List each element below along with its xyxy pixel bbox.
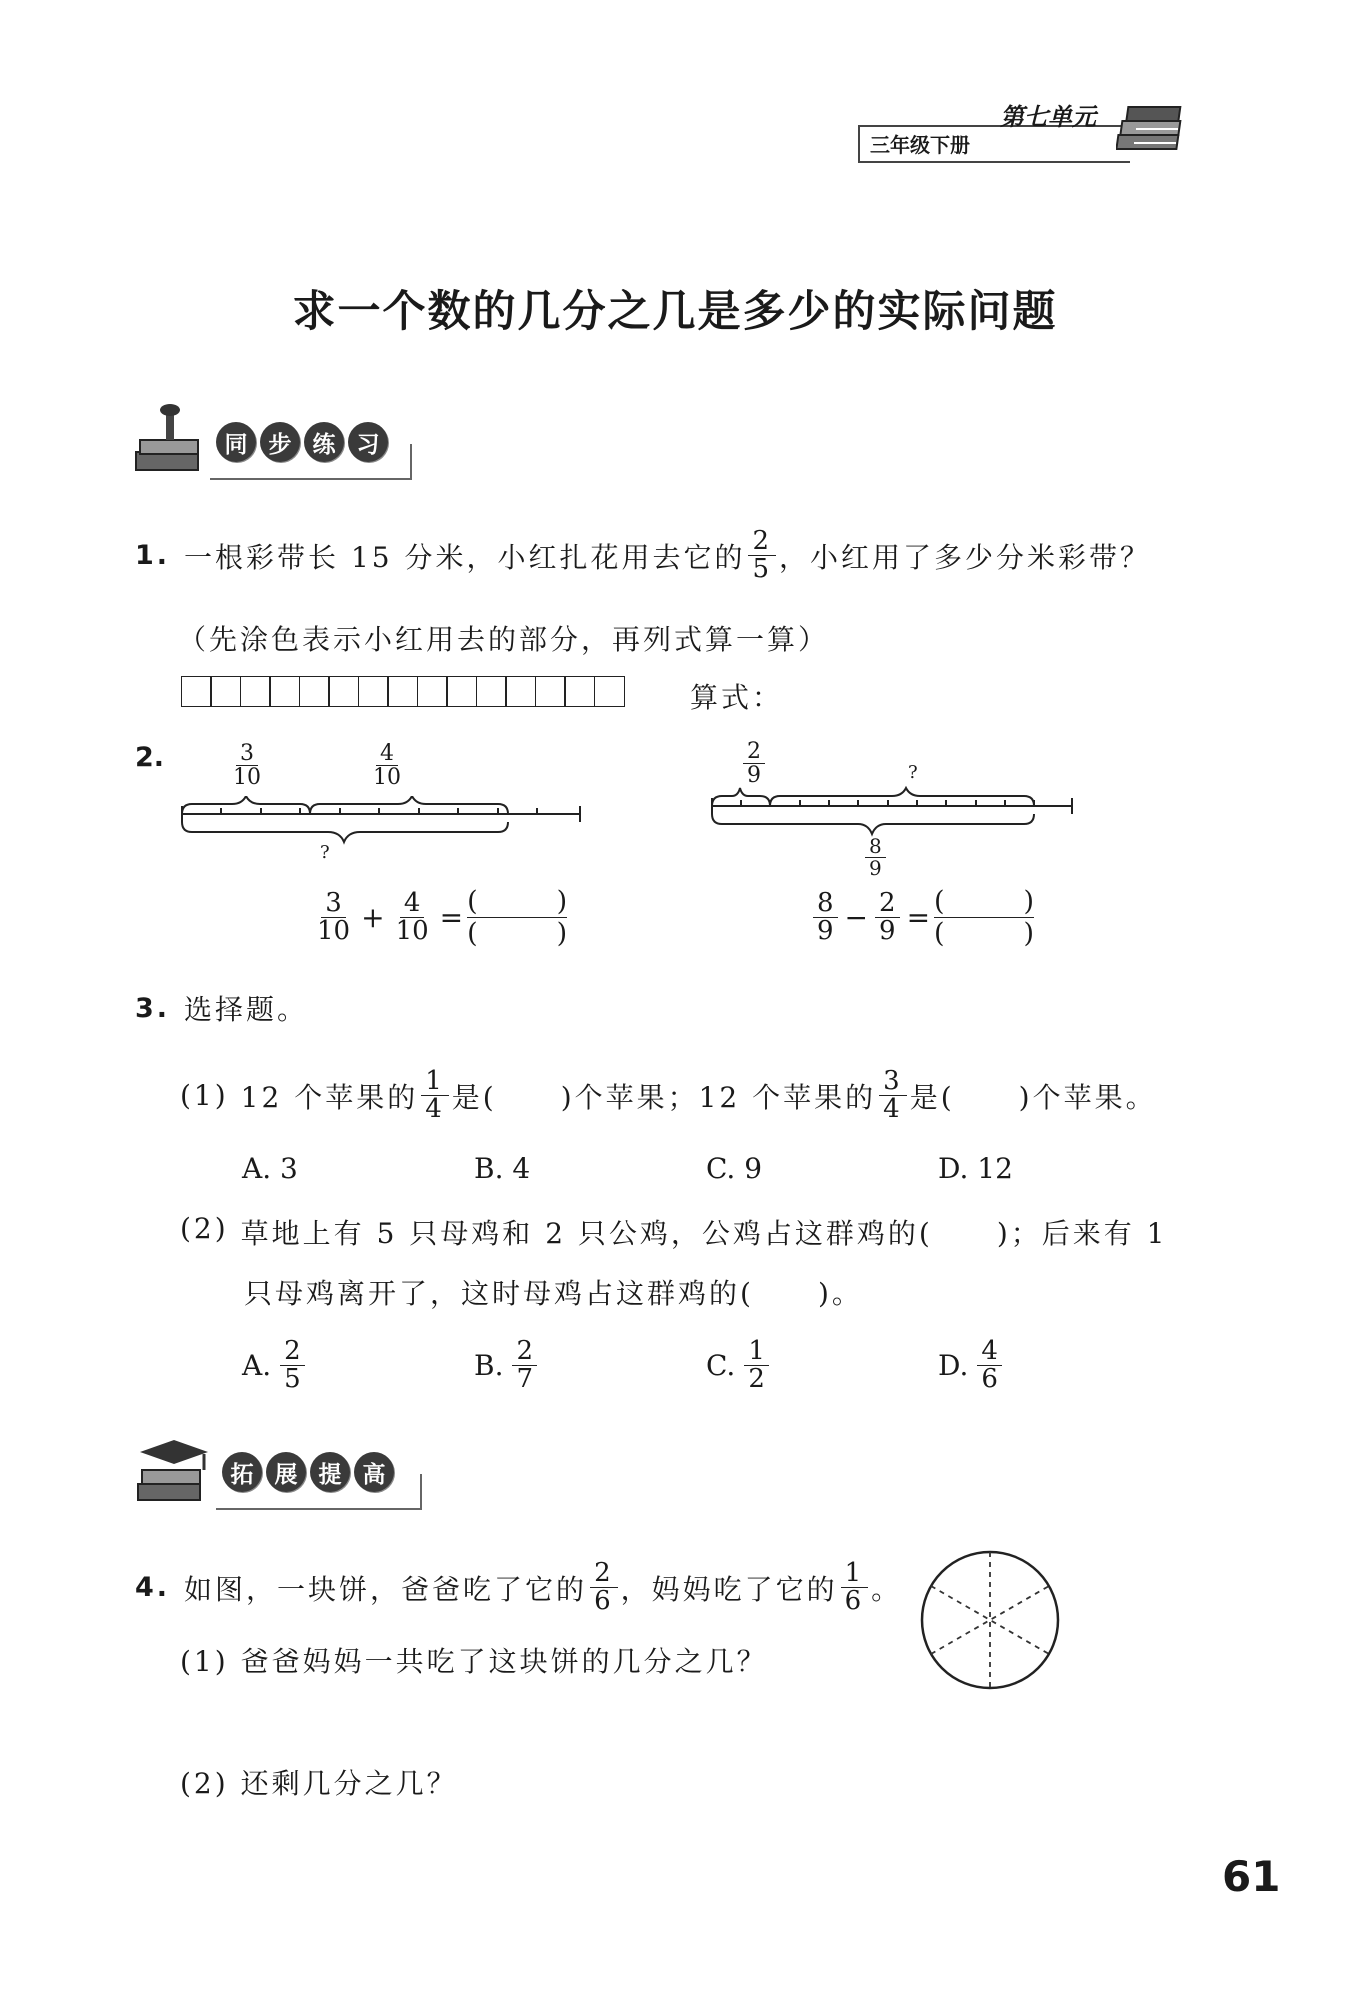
- bar-cell[interactable]: [446, 676, 477, 707]
- formula-label: 算式：: [690, 681, 784, 714]
- section-char: 高: [354, 1452, 394, 1492]
- q3-part-2-line1: [180, 1212, 1167, 1252]
- answer-fraction[interactable]: ( ) ( ): [467, 886, 568, 950]
- fraction: $\frac{2}{6}$: [590, 1560, 618, 1616]
- question-text: 是(: [909, 1080, 955, 1114]
- option-b[interactable]: B. 4: [474, 1152, 531, 1185]
- diagram-question-mark: ?: [908, 762, 918, 783]
- option-c[interactable]: C. 9: [706, 1152, 763, 1185]
- q3-part-2-line2: [244, 1272, 863, 1312]
- question-text: )个苹果；12 个苹果的: [560, 1080, 877, 1114]
- answer-blank[interactable]: [933, 1212, 997, 1252]
- q1-hint: （先涂色表示小红用去的部分，再列式算一算）: [178, 623, 830, 656]
- option-b[interactable]: B. $\frac{2}{7}$: [474, 1338, 540, 1394]
- option-c[interactable]: C. $\frac{1}{2}$: [706, 1338, 772, 1394]
- line-diagram-left: [178, 796, 588, 856]
- question-text: )。: [817, 1277, 863, 1310]
- diagram-fraction-bottom: $\frac{8}{9}$: [865, 836, 886, 879]
- bar-cell[interactable]: [240, 676, 271, 707]
- bar-cell[interactable]: [269, 676, 300, 707]
- q3-part-1-options: [242, 1152, 1082, 1192]
- books-icon: [1116, 95, 1196, 169]
- page-number: 61: [1222, 1852, 1281, 1901]
- bar-cell[interactable]: [299, 676, 330, 707]
- pie-circle-diagram: [918, 1548, 1062, 1692]
- part-label: (1): [180, 1079, 229, 1113]
- question-text: 只母鸡离开了，这时母鸡占这群鸡的(: [244, 1277, 754, 1310]
- q4-part-2: (2) 还剩几分之几？: [180, 1767, 458, 1800]
- question-4: [135, 1560, 902, 1616]
- section-title: [216, 422, 392, 462]
- question-text: )；后来有 1: [996, 1217, 1168, 1250]
- equals-sign: =: [906, 901, 931, 935]
- bar-cell[interactable]: [564, 676, 595, 707]
- page-title: 求一个数的几分之几是多少的实际问题: [292, 287, 1058, 337]
- question-3: [135, 988, 308, 1028]
- section-char: 习: [348, 422, 388, 462]
- section-char: 练: [304, 422, 344, 462]
- bar-cell[interactable]: [594, 676, 625, 707]
- question-text: 如图，一块饼，爸爸吃了它的: [184, 1572, 588, 1606]
- grade-label: 三年级下册: [870, 133, 970, 157]
- unit-header: [858, 95, 1198, 165]
- fraction: $\frac{3}{4}$: [879, 1068, 907, 1124]
- section-title: [222, 1452, 398, 1492]
- q3-part-2-options: [242, 1338, 1082, 1408]
- question-1: [135, 528, 1151, 584]
- option-d[interactable]: D. 12: [938, 1152, 1013, 1185]
- question-text: 草地上有 5 只母鸡和 2 只公鸡，公鸡占这群鸡的(: [240, 1217, 933, 1250]
- section-char: 步: [260, 422, 300, 462]
- line-diagram-right: [708, 784, 1082, 844]
- bar-cell[interactable]: [535, 676, 566, 707]
- bar-cell[interactable]: [181, 676, 212, 707]
- section-header-extension: [130, 1434, 430, 1510]
- bar-cell[interactable]: [358, 676, 389, 707]
- section-char: 同: [216, 422, 256, 462]
- section-char: 拓: [222, 1452, 262, 1492]
- answer-fraction[interactable]: ( ) ( ): [934, 886, 1035, 950]
- equation-left: $\frac{3}{10}$ + $\frac{4}{10}$ = ( ) ( ): [317, 886, 568, 950]
- question-number: 1.: [135, 540, 171, 572]
- question-text: ，妈妈吃了它的: [620, 1572, 838, 1606]
- operator: −: [844, 901, 869, 935]
- fraction: $\frac{2}{5}$: [748, 528, 776, 584]
- bar-cell[interactable]: [328, 676, 359, 707]
- part-label: (2): [180, 1212, 229, 1245]
- option-a[interactable]: A. 3: [242, 1152, 298, 1185]
- coloring-bar[interactable]: [182, 676, 625, 707]
- section-header-practice: [130, 404, 420, 480]
- diagram-fraction-b: $\frac{4}{10}$: [373, 741, 401, 791]
- graduation-cap-icon: [130, 1434, 214, 1510]
- bar-cell[interactable]: [476, 676, 507, 707]
- diagram-fraction-top: $\frac{2}{9}$: [743, 740, 765, 787]
- bar-cell[interactable]: [387, 676, 418, 707]
- fraction: $\frac{1}{6}$: [841, 1560, 869, 1616]
- option-d[interactable]: D. $\frac{4}{6}$: [938, 1338, 1005, 1394]
- bar-cell[interactable]: [417, 676, 448, 707]
- question-text: 是(: [451, 1080, 497, 1114]
- answer-blank[interactable]: [754, 1272, 818, 1312]
- diagram-question-mark: ?: [320, 842, 330, 863]
- q4-part-1: (1) 爸爸妈妈一共吃了这块饼的几分之几？: [180, 1645, 768, 1678]
- question-text: ，小红用了多少分米彩带？: [779, 540, 1152, 574]
- question-text: 12 个苹果的: [240, 1080, 419, 1114]
- bar-cell[interactable]: [210, 676, 241, 707]
- unit-label: 第七单元: [1000, 103, 1096, 131]
- q3-part-1: [180, 1068, 1157, 1124]
- equation-right: $\frac{8}{9}$ − $\frac{2}{9}$ = ( ) ( ): [810, 886, 1034, 949]
- diagram-fraction-a: $\frac{3}{10}$: [233, 741, 261, 791]
- question-text: 。: [871, 1572, 903, 1606]
- question-text: 一根彩带长 15 分米，小红扎花用去它的: [184, 540, 746, 574]
- question-number: 3.: [135, 992, 171, 1024]
- desk-lamp-icon: [130, 404, 210, 480]
- option-a[interactable]: A. $\frac{2}{5}$: [242, 1338, 308, 1394]
- section-char: 展: [266, 1452, 306, 1492]
- operator: +: [361, 901, 385, 935]
- question-number: 4.: [135, 1572, 171, 1604]
- question-text: )个苹果。: [1018, 1080, 1157, 1114]
- question-text: 选择题。: [184, 993, 309, 1026]
- section-char: 提: [310, 1452, 350, 1492]
- fraction: $\frac{1}{4}$: [421, 1068, 449, 1124]
- question-number: 2.: [135, 742, 165, 773]
- bar-cell[interactable]: [505, 676, 536, 707]
- equals-sign: =: [439, 901, 464, 935]
